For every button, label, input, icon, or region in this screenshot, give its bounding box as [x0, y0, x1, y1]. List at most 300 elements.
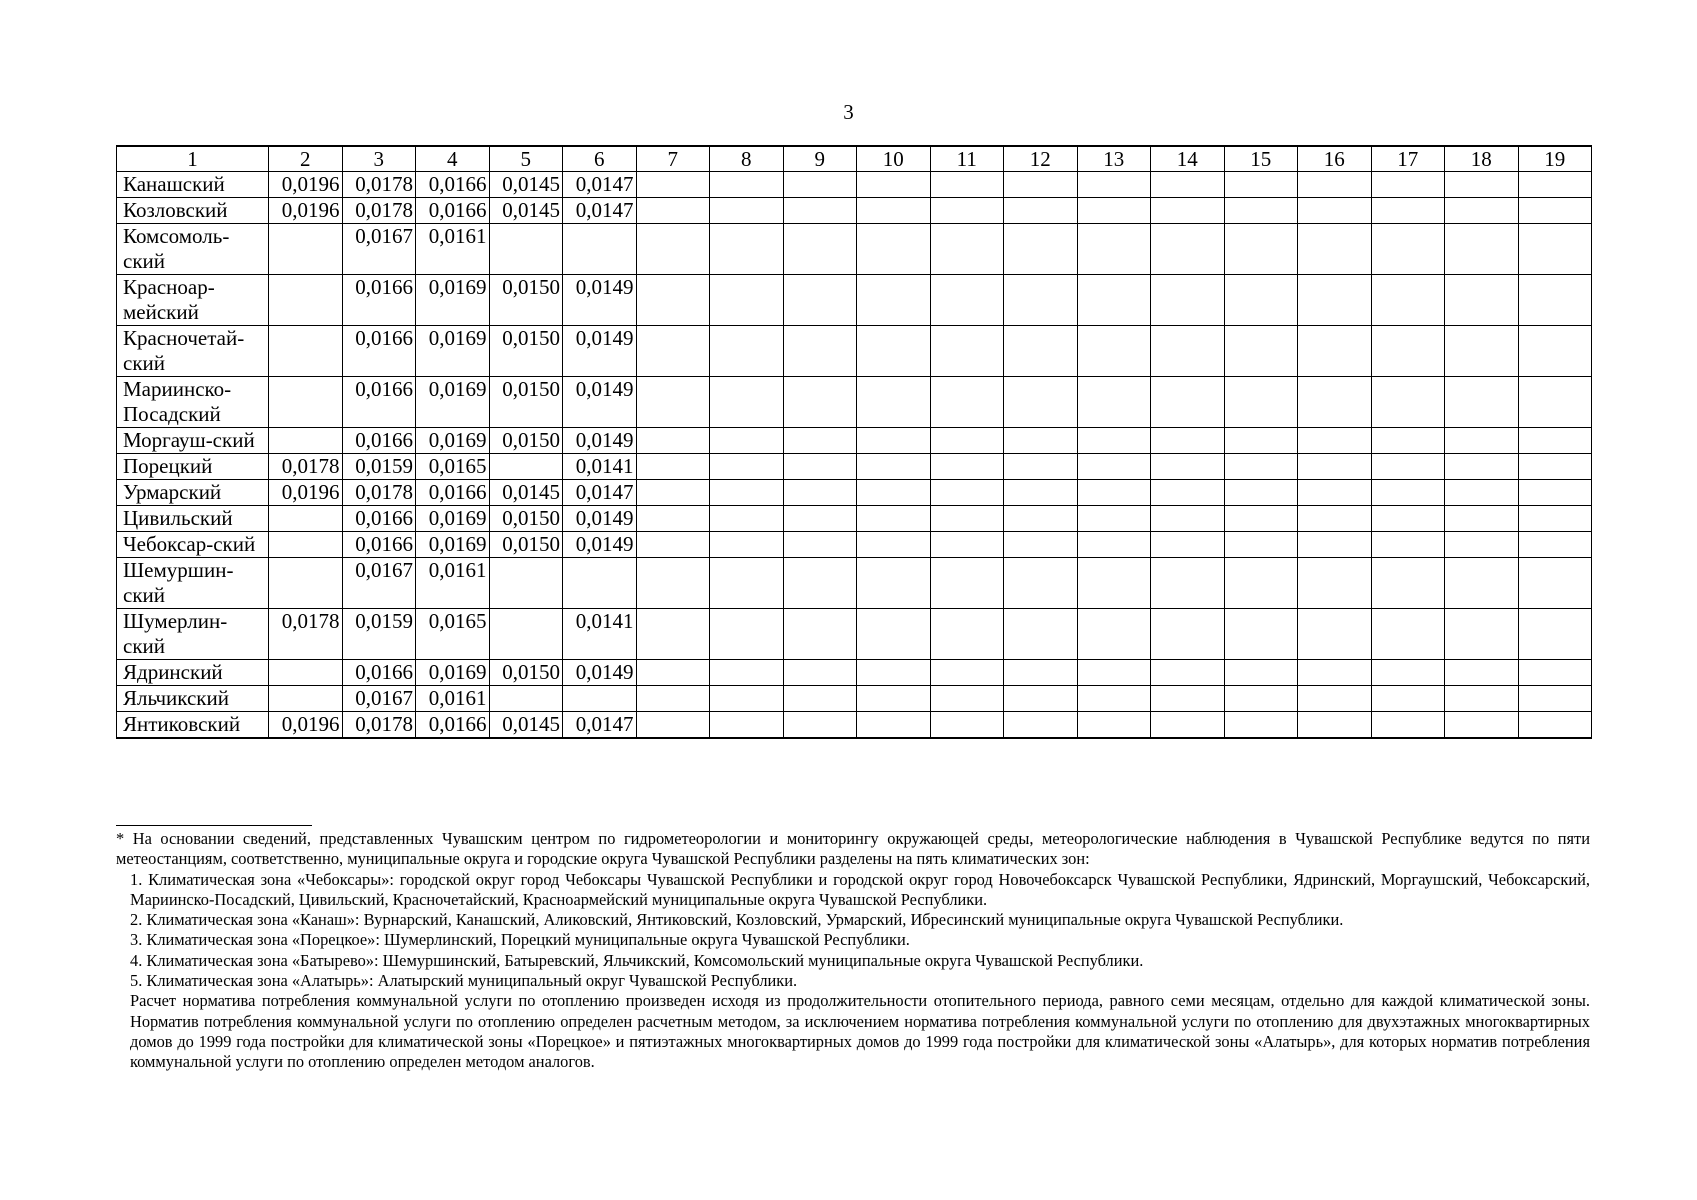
- footnote-closing: Расчет норматива потребления коммунальной услуги по отоплению произведен исходя из продолжительности отопительного периода, равного семи месяцам, отдельно для каждой климатической зоны. Норматив потребления коммунальной услуги по отоплению определен расчетным методом, за исключением норматива потребления коммунальной услуги по отоплению для двухэтажных многоквартирных домов до 1999 года постройки для климатической зоны «Порецкое» и пятиэтажных многоквартирных домов до 1999 года постройки для климатической зоны «Алатырь», для которых норматив потребления коммунальной услуги по отоплению определен методом аналогов.: [130, 991, 1590, 1072]
- norm-value-cell: 0,0149: [563, 428, 637, 454]
- table-row: [117, 198, 1592, 224]
- district-name-cell: Козловский: [117, 198, 269, 224]
- norm-value-cell: [1077, 428, 1151, 454]
- norm-value-cell: [1298, 686, 1372, 712]
- district-name-cell: Урмарский: [117, 480, 269, 506]
- norm-value-cell: [930, 275, 1004, 326]
- column-number-header: 14: [1151, 146, 1225, 172]
- district-name-cell: Яльчикский: [117, 686, 269, 712]
- district-name-cell: Мариинско-Посадский: [117, 377, 269, 428]
- norm-value-cell: [1445, 686, 1519, 712]
- norm-value-cell: [930, 454, 1004, 480]
- norm-value-cell: [1518, 172, 1592, 198]
- norm-value-cell: [857, 660, 931, 686]
- footnote-zone-5: 5. Климатическая зона «Алатырь»: Алатырский муниципальный округ Чувашской Республики.: [130, 971, 798, 991]
- norm-value-cell: [1077, 506, 1151, 532]
- norm-value-cell: [1077, 454, 1151, 480]
- norm-value-cell: [1004, 686, 1078, 712]
- norm-value-cell: [1004, 454, 1078, 480]
- norm-value-cell: [489, 224, 563, 275]
- norm-value-cell: 0,0196: [269, 198, 343, 224]
- norm-value-cell: [1445, 454, 1519, 480]
- norm-value-cell: [930, 326, 1004, 377]
- norm-value-cell: [636, 609, 710, 660]
- norm-value-cell: [1518, 609, 1592, 660]
- norm-value-cell: [489, 454, 563, 480]
- norm-value-cell: [857, 480, 931, 506]
- norm-value-cell: [1224, 558, 1298, 609]
- norm-value-cell: [1371, 660, 1445, 686]
- norm-value-cell: [1445, 532, 1519, 558]
- norm-value-cell: 0,0178: [342, 172, 416, 198]
- norm-value-cell: [857, 198, 931, 224]
- norm-value-cell: [269, 377, 343, 428]
- norm-value-cell: [1518, 224, 1592, 275]
- norm-value-cell: [710, 224, 784, 275]
- norm-value-cell: [1518, 326, 1592, 377]
- norm-value-cell: [1371, 275, 1445, 326]
- norm-value-cell: [857, 172, 931, 198]
- norm-value-cell: [710, 428, 784, 454]
- table-row: [117, 712, 1592, 739]
- norm-value-cell: [1004, 660, 1078, 686]
- norm-value-cell: 0,0169: [416, 377, 490, 428]
- norm-value-cell: [857, 377, 931, 428]
- norm-value-cell: [710, 712, 784, 739]
- table-header: [117, 146, 1592, 172]
- norm-value-cell: [269, 660, 343, 686]
- norm-value-cell: 0,0178: [269, 609, 343, 660]
- norm-value-cell: [1445, 198, 1519, 224]
- norm-value-cell: [1151, 198, 1225, 224]
- norm-value-cell: [1151, 172, 1225, 198]
- norm-value-cell: [1004, 506, 1078, 532]
- norm-value-cell: [1077, 326, 1151, 377]
- norm-value-cell: [1371, 224, 1445, 275]
- norm-value-cell: [857, 712, 931, 739]
- norm-value-cell: [1298, 660, 1372, 686]
- norm-value-cell: [1518, 532, 1592, 558]
- norm-value-cell: [636, 172, 710, 198]
- norm-value-cell: [636, 454, 710, 480]
- norm-value-cell: [930, 172, 1004, 198]
- norm-value-cell: [563, 224, 637, 275]
- footnote-zone-3: 3. Климатическая зона «Порецкое»: Шумерлинский, Порецкий муниципальные округа Чувашской Республики.: [130, 930, 910, 950]
- norm-value-cell: [1224, 326, 1298, 377]
- norm-value-cell: 0,0169: [416, 660, 490, 686]
- table-row: [117, 275, 1592, 326]
- norm-value-cell: 0,0178: [342, 198, 416, 224]
- norm-value-cell: [1298, 609, 1372, 660]
- norm-value-cell: [636, 480, 710, 506]
- norm-value-cell: [1077, 480, 1151, 506]
- norm-value-cell: 0,0166: [342, 275, 416, 326]
- norm-value-cell: 0,0166: [342, 660, 416, 686]
- norm-value-cell: [1298, 558, 1372, 609]
- norm-value-cell: [1298, 428, 1372, 454]
- district-name-cell: Красноар-мейский: [117, 275, 269, 326]
- norm-value-cell: [930, 506, 1004, 532]
- norm-value-cell: 0,0159: [342, 609, 416, 660]
- district-name-cell: Ядринский: [117, 660, 269, 686]
- district-name-cell: Комсомоль-ский: [117, 224, 269, 275]
- norm-value-cell: 0,0166: [416, 198, 490, 224]
- norm-value-cell: 0,0141: [563, 454, 637, 480]
- norm-value-cell: 0,0149: [563, 326, 637, 377]
- norm-value-cell: [636, 224, 710, 275]
- column-number-header: 19: [1518, 146, 1592, 172]
- norm-value-cell: [710, 454, 784, 480]
- norm-value-cell: 0,0147: [563, 198, 637, 224]
- norm-value-cell: [783, 558, 857, 609]
- norm-value-cell: [269, 326, 343, 377]
- column-number-header: 9: [783, 146, 857, 172]
- norm-value-cell: [783, 532, 857, 558]
- column-number-header: 17: [1371, 146, 1445, 172]
- norm-value-cell: [930, 660, 1004, 686]
- norm-value-cell: 0,0150: [489, 506, 563, 532]
- norm-value-cell: [1224, 198, 1298, 224]
- norm-value-cell: [489, 686, 563, 712]
- norm-value-cell: [1298, 532, 1372, 558]
- norm-value-cell: [1151, 377, 1225, 428]
- norm-value-cell: 0,0147: [563, 712, 637, 739]
- norm-value-cell: [783, 428, 857, 454]
- norm-value-cell: 0,0147: [563, 172, 637, 198]
- norm-value-cell: [1151, 506, 1225, 532]
- norm-value-cell: [783, 275, 857, 326]
- norm-value-cell: [1151, 532, 1225, 558]
- norm-value-cell: [1371, 686, 1445, 712]
- norm-value-cell: [783, 686, 857, 712]
- norm-value-cell: [1004, 198, 1078, 224]
- norm-value-cell: [1371, 532, 1445, 558]
- norm-value-cell: [930, 532, 1004, 558]
- norm-value-cell: [1518, 686, 1592, 712]
- norm-value-cell: 0,0149: [563, 377, 637, 428]
- column-number-header: 2: [269, 146, 343, 172]
- norm-value-cell: [636, 712, 710, 739]
- district-name-cell: Канашский: [117, 172, 269, 198]
- norm-value-cell: [930, 609, 1004, 660]
- norm-value-cell: 0,0161: [416, 224, 490, 275]
- norm-value-cell: [1151, 275, 1225, 326]
- norm-value-cell: [269, 532, 343, 558]
- norm-value-cell: [857, 275, 931, 326]
- norm-value-cell: 0,0178: [342, 480, 416, 506]
- norm-value-cell: [783, 172, 857, 198]
- norm-value-cell: [1077, 532, 1151, 558]
- norm-value-cell: [1151, 224, 1225, 275]
- norm-value-cell: [636, 275, 710, 326]
- norm-value-cell: [1224, 506, 1298, 532]
- norm-value-cell: [636, 326, 710, 377]
- norm-value-cell: [1445, 377, 1519, 428]
- norm-value-cell: [1445, 428, 1519, 454]
- norm-value-cell: [1445, 172, 1519, 198]
- norm-value-cell: [783, 712, 857, 739]
- norm-value-cell: [1004, 480, 1078, 506]
- norm-value-cell: 0,0166: [342, 428, 416, 454]
- norm-value-cell: [636, 377, 710, 428]
- norm-value-cell: [710, 377, 784, 428]
- norm-value-cell: [1151, 480, 1225, 506]
- norm-value-cell: [710, 686, 784, 712]
- table-row: [117, 532, 1592, 558]
- norm-value-cell: [1151, 454, 1225, 480]
- norm-value-cell: 0,0169: [416, 532, 490, 558]
- norm-value-cell: [1371, 480, 1445, 506]
- norm-value-cell: [269, 275, 343, 326]
- norm-value-cell: [1004, 275, 1078, 326]
- norm-value-cell: 0,0159: [342, 454, 416, 480]
- table-row: [117, 428, 1592, 454]
- page-number: 3: [843, 100, 854, 124]
- norm-value-cell: [710, 660, 784, 686]
- norm-value-cell: [857, 224, 931, 275]
- norm-value-cell: 0,0161: [416, 558, 490, 609]
- norm-value-cell: [1077, 558, 1151, 609]
- norm-value-cell: [1224, 660, 1298, 686]
- norm-value-cell: [636, 198, 710, 224]
- norm-value-cell: [857, 454, 931, 480]
- column-number-header: 13: [1077, 146, 1151, 172]
- column-number-header: 1: [117, 146, 269, 172]
- norm-value-cell: [1224, 377, 1298, 428]
- column-number-header: 10: [857, 146, 931, 172]
- norm-value-cell: [1445, 326, 1519, 377]
- norm-value-cell: [636, 428, 710, 454]
- norm-value-cell: [1004, 224, 1078, 275]
- norm-value-cell: 0,0150: [489, 377, 563, 428]
- norm-value-cell: [1224, 428, 1298, 454]
- norm-value-cell: [930, 224, 1004, 275]
- norm-value-cell: 0,0150: [489, 532, 563, 558]
- norm-value-cell: 0,0166: [342, 377, 416, 428]
- norm-value-cell: [710, 326, 784, 377]
- table-row: [117, 454, 1592, 480]
- norm-value-cell: [1077, 198, 1151, 224]
- norm-value-cell: 0,0165: [416, 609, 490, 660]
- norm-value-cell: [1224, 532, 1298, 558]
- footnotes: [116, 829, 1590, 1073]
- table-row: [117, 558, 1592, 609]
- norm-value-cell: [1518, 660, 1592, 686]
- norm-value-cell: [1371, 454, 1445, 480]
- norm-value-cell: [1445, 275, 1519, 326]
- norm-value-cell: 0,0167: [342, 224, 416, 275]
- norm-value-cell: [710, 506, 784, 532]
- norm-value-cell: [1298, 224, 1372, 275]
- norm-value-cell: [1077, 686, 1151, 712]
- norm-value-cell: [710, 609, 784, 660]
- norm-value-cell: [930, 558, 1004, 609]
- district-name-cell: Порецкий: [117, 454, 269, 480]
- norm-value-cell: [1298, 454, 1372, 480]
- norm-value-cell: [1151, 686, 1225, 712]
- norm-value-cell: [710, 532, 784, 558]
- norm-value-cell: [269, 224, 343, 275]
- norm-value-cell: [930, 712, 1004, 739]
- norm-value-cell: [1004, 326, 1078, 377]
- column-number-header: 16: [1298, 146, 1372, 172]
- norm-value-cell: [783, 609, 857, 660]
- norm-value-cell: [783, 506, 857, 532]
- norm-value-cell: 0,0145: [489, 712, 563, 739]
- norm-value-cell: 0,0196: [269, 712, 343, 739]
- norm-value-cell: 0,0141: [563, 609, 637, 660]
- norm-value-cell: 0,0150: [489, 660, 563, 686]
- norm-value-cell: [636, 686, 710, 712]
- norm-value-cell: [1004, 428, 1078, 454]
- norm-value-cell: 0,0145: [489, 172, 563, 198]
- norm-value-cell: [1371, 172, 1445, 198]
- norm-value-cell: 0,0166: [416, 712, 490, 739]
- norm-value-cell: [783, 224, 857, 275]
- column-number-header: 4: [416, 146, 490, 172]
- norm-value-cell: [1371, 198, 1445, 224]
- norm-value-cell: [1371, 428, 1445, 454]
- norm-value-cell: [1298, 480, 1372, 506]
- norm-value-cell: [710, 558, 784, 609]
- table-row: [117, 172, 1592, 198]
- norm-value-cell: [1004, 609, 1078, 660]
- norm-value-cell: [636, 532, 710, 558]
- norm-value-cell: [1224, 275, 1298, 326]
- norm-value-cell: [1224, 454, 1298, 480]
- district-name-cell: Моргауш-ский: [117, 428, 269, 454]
- norm-value-cell: [710, 172, 784, 198]
- norm-value-cell: [857, 326, 931, 377]
- district-name-cell: Шумерлин-ский: [117, 609, 269, 660]
- norm-value-cell: [1518, 712, 1592, 739]
- norm-value-cell: [1077, 609, 1151, 660]
- district-name-cell: Шемуршин-ский: [117, 558, 269, 609]
- district-name-cell: Цивильский: [117, 506, 269, 532]
- norm-value-cell: [1371, 609, 1445, 660]
- norm-value-cell: [930, 480, 1004, 506]
- district-name-cell: Чебоксар-ский: [117, 532, 269, 558]
- district-name-cell: Красночетай-ский: [117, 326, 269, 377]
- norm-value-cell: [269, 558, 343, 609]
- norm-value-cell: [1077, 172, 1151, 198]
- norm-value-cell: [1445, 660, 1519, 686]
- norm-value-cell: [1224, 686, 1298, 712]
- norm-value-cell: [1371, 558, 1445, 609]
- table-row: [117, 224, 1592, 275]
- norm-value-cell: [1371, 377, 1445, 428]
- norm-value-cell: [857, 609, 931, 660]
- norm-value-cell: [857, 532, 931, 558]
- norm-value-cell: [1151, 660, 1225, 686]
- norm-value-cell: [710, 275, 784, 326]
- norm-value-cell: 0,0145: [489, 480, 563, 506]
- norm-value-cell: [1004, 172, 1078, 198]
- norm-value-cell: [1298, 712, 1372, 739]
- table-row: [117, 480, 1592, 506]
- norm-value-cell: [1151, 326, 1225, 377]
- column-number-header: 11: [930, 146, 1004, 172]
- column-number-header: 5: [489, 146, 563, 172]
- table-row: [117, 377, 1592, 428]
- norm-value-cell: [857, 558, 931, 609]
- norm-value-cell: [1298, 506, 1372, 532]
- column-number-header: 18: [1445, 146, 1519, 172]
- norm-value-cell: [1224, 609, 1298, 660]
- norm-value-cell: 0,0150: [489, 428, 563, 454]
- norm-value-cell: [783, 326, 857, 377]
- column-number-header: 3: [342, 146, 416, 172]
- norm-value-cell: [636, 660, 710, 686]
- norm-value-cell: [1445, 506, 1519, 532]
- norm-value-cell: [1518, 480, 1592, 506]
- norm-value-cell: [1224, 224, 1298, 275]
- norm-value-cell: [1077, 275, 1151, 326]
- norm-value-cell: 0,0169: [416, 326, 490, 377]
- table-row: [117, 686, 1592, 712]
- norm-value-cell: [1224, 480, 1298, 506]
- norm-value-cell: [489, 558, 563, 609]
- norm-value-cell: [1518, 558, 1592, 609]
- norm-value-cell: [1518, 377, 1592, 428]
- norm-value-cell: [1004, 558, 1078, 609]
- norm-value-cell: [1298, 275, 1372, 326]
- norm-value-cell: [1077, 377, 1151, 428]
- norm-value-cell: [1445, 558, 1519, 609]
- norm-value-cell: [783, 198, 857, 224]
- norm-value-cell: [783, 660, 857, 686]
- norm-value-cell: [1004, 377, 1078, 428]
- footnote-zone-4: 4. Климатическая зона «Батырево»: Шемуршинский, Батыревский, Яльчикский, Комсомольский муниципальные округа Чувашской Республики.: [130, 950, 1144, 970]
- norm-value-cell: [783, 377, 857, 428]
- norm-value-cell: [1077, 224, 1151, 275]
- norm-value-cell: 0,0178: [342, 712, 416, 739]
- norm-value-cell: [1518, 506, 1592, 532]
- norm-value-cell: [1224, 172, 1298, 198]
- norm-value-cell: [857, 506, 931, 532]
- norm-value-cell: [930, 428, 1004, 454]
- norm-value-cell: [1151, 428, 1225, 454]
- norm-value-cell: 0,0166: [342, 506, 416, 532]
- footnote-zone-1: 1. Климатическая зона «Чебоксары»: городской округ город Чебоксары Чувашской Республики и городской округ город Новочебоксарск Чувашской Республики, Ядринский, Моргаушский, Чебоксарский, Мариинско-Посадский, Цивильский, Красночетайский, Красноармейский муниципальные округа Чувашской Республики.: [130, 869, 1590, 909]
- norm-value-cell: [1445, 609, 1519, 660]
- table-row: [117, 326, 1592, 377]
- norm-value-cell: [857, 686, 931, 712]
- norm-value-cell: 0,0147: [563, 480, 637, 506]
- footnote-intro: * На основании сведений, представленных Чувашским центром по гидрометеорологии и мониторингу окружающей среды, метеорологические наблюдения в Чувашской Республике ведутся по пяти метеостанциям, соответственно, муниципальные округа и городские округа Чувашской Республики разделены на пять климатических зон:: [116, 829, 1590, 869]
- table-body: [117, 172, 1592, 739]
- norm-value-cell: [636, 506, 710, 532]
- norm-value-cell: 0,0165: [416, 454, 490, 480]
- norm-value-cell: [783, 480, 857, 506]
- norm-value-cell: 0,0167: [342, 686, 416, 712]
- table-row: [117, 660, 1592, 686]
- district-name-cell: Янтиковский: [117, 712, 269, 739]
- column-number-header: 7: [636, 146, 710, 172]
- table-row: [117, 609, 1592, 660]
- norm-value-cell: [1371, 506, 1445, 532]
- norm-value-cell: 0,0169: [416, 428, 490, 454]
- norm-value-cell: 0,0169: [416, 506, 490, 532]
- norm-value-cell: [930, 686, 1004, 712]
- table-row: [117, 506, 1592, 532]
- norm-value-cell: 0,0150: [489, 326, 563, 377]
- norm-value-cell: [1298, 198, 1372, 224]
- norm-value-cell: [269, 686, 343, 712]
- norm-value-cell: [1445, 480, 1519, 506]
- norm-value-cell: [930, 198, 1004, 224]
- footnote-zone-2: 2. Климатическая зона «Канаш»: Вурнарский, Канашский, Аликовский, Янтиковский, Козловский, Урмарский, Ибресинский муниципальные округа Чувашской Республики.: [130, 910, 1344, 930]
